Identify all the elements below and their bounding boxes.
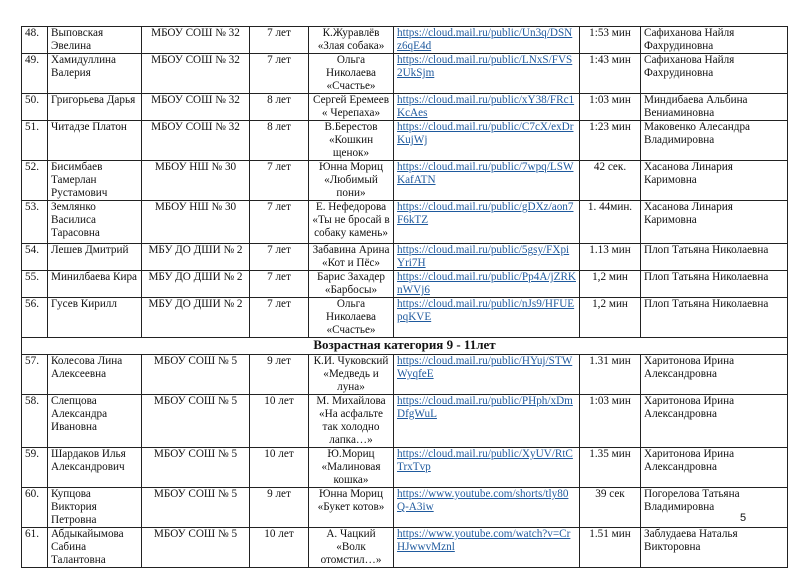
table-row [22, 27, 788, 54]
school-name: МБОУ СОШ № 5 [153, 355, 238, 367]
row-number: 56. [25, 298, 39, 310]
school-name-cell [142, 355, 250, 395]
participant-age: 8 лет [267, 121, 291, 133]
row-number: 51. [25, 121, 39, 133]
video-duration: 1,2 мин [592, 271, 628, 283]
school-name-cell [142, 54, 250, 94]
row-number: 48. [25, 27, 39, 39]
work-title: Ольга Николаева «Счастье» [326, 298, 376, 336]
video-link[interactable]: https://cloud.mail.ru/public/gDXz/aon7F6kTZ [397, 201, 574, 226]
video-link-cell [394, 488, 580, 528]
video-link-cell [394, 271, 580, 298]
participant-age-cell [250, 244, 309, 271]
video-link[interactable]: https://cloud.mail.ru/public/PHph/xDmDfgWuL [397, 395, 573, 420]
work-title: К.Журавлёв «Злая собака» [317, 27, 385, 52]
work-title-cell [309, 161, 394, 201]
video-duration-cell [580, 528, 641, 568]
work-title: Е. Нефедорова «Ты не бросай в собаку камень» [312, 201, 390, 239]
work-title-cell [309, 271, 394, 298]
work-title: А. Чацкий «Волк отомстил…» [320, 528, 382, 566]
participant-name: Бисимбаев Тамерлан Рустамович [51, 161, 108, 199]
table-row [22, 528, 788, 568]
work-title: Ю.Мориц «Малиновая кошка» [321, 448, 381, 486]
video-duration-cell [580, 244, 641, 271]
participant-age: 7 лет [267, 244, 291, 256]
participant-age-cell [250, 54, 309, 94]
participant-age-cell [250, 488, 309, 528]
teacher-name: Миндибаева Альбина Вениаминовна [644, 94, 748, 119]
table-row [22, 298, 788, 338]
teacher-name: Сафиханова Найля Фахрудиновна [644, 54, 735, 79]
participant-name: Лешев Дмитрий [51, 244, 129, 256]
school-name: МБУ ДО ДШИ № 2 [148, 271, 243, 283]
video-link[interactable]: https://www.youtube.com/watch?v=CrHJwwvMznl [397, 528, 571, 553]
video-link-cell [394, 161, 580, 201]
video-link-cell [394, 528, 580, 568]
participant-name: Выповская Эвелина [51, 27, 104, 52]
work-title-cell [309, 528, 394, 568]
teacher-name: Заблудаева Наталья Викторовна [644, 528, 738, 553]
work-title-cell [309, 244, 394, 271]
video-duration: 1.13 мин [589, 244, 631, 256]
participant-age-cell [250, 271, 309, 298]
work-title-cell [309, 27, 394, 54]
work-title: Забавина Арина «Кот и Пёс» [312, 244, 390, 269]
work-title-cell [309, 448, 394, 488]
row-number-cell [22, 298, 48, 338]
video-link[interactable]: https://cloud.mail.ru/public/Un3q/DSNz6qE4d [397, 27, 573, 52]
row-number: 61. [25, 528, 39, 540]
teacher-name: Харитонова Ирина Александровна [644, 448, 735, 473]
participant-age: 7 лет [267, 298, 291, 310]
video-link-cell [394, 121, 580, 161]
video-link-cell [394, 395, 580, 448]
video-duration-cell [580, 488, 641, 528]
participant-name-cell [48, 298, 142, 338]
video-duration-cell [580, 121, 641, 161]
school-name: МБОУ СОШ № 5 [153, 528, 238, 540]
work-title: М. Михайлова «На асфальте так холодно лапка…» [316, 395, 386, 446]
video-duration: 1.35 мин [589, 448, 631, 460]
table-row [22, 121, 788, 161]
row-number: 60. [25, 488, 39, 500]
row-number: 53. [25, 201, 39, 213]
teacher-name: Плоп Татьяна Николаевна [644, 271, 769, 283]
teacher-name: Хасанова Линария Каримовна [644, 161, 733, 186]
video-link-cell [394, 94, 580, 121]
participant-age: 7 лет [267, 27, 291, 39]
table-row [22, 244, 788, 271]
video-duration-cell [580, 355, 641, 395]
participant-name-cell [48, 94, 142, 121]
teacher-name: Маковенко Алесандра Владимировна [644, 121, 751, 146]
school-name-cell [142, 395, 250, 448]
video-link[interactable]: https://cloud.mail.ru/public/Pp4A/jZRKnWVj6 [397, 271, 576, 296]
participant-name: Хамидуллина Валерия [51, 54, 117, 79]
participant-age-cell [250, 201, 309, 244]
video-duration-cell [580, 27, 641, 54]
row-number-cell [22, 94, 48, 121]
participant-age-cell [250, 395, 309, 448]
row-number: 52. [25, 161, 39, 173]
teacher-name-cell [641, 271, 788, 298]
work-title-cell [309, 54, 394, 94]
participant-age: 9 лет [267, 355, 291, 367]
school-name: МБОУ СОШ № 32 [151, 121, 240, 133]
teacher-name: Плоп Татьяна Николаевна [644, 298, 769, 310]
video-duration-cell [580, 201, 641, 244]
participant-age: 9 лет [267, 488, 291, 500]
participant-name: Абдыкайымова Сабина Талантовна [51, 528, 124, 566]
teacher-name: Плоп Татьяна Николаевна [644, 244, 769, 256]
video-duration: 42 сек. [593, 161, 627, 173]
table-row [22, 355, 788, 395]
school-name-cell [142, 488, 250, 528]
video-duration-cell [580, 54, 641, 94]
school-name: МБОУ СОШ № 5 [153, 488, 238, 500]
page-number: 5 [740, 512, 747, 524]
table-row [22, 54, 788, 94]
participant-age-cell [250, 121, 309, 161]
participant-name-cell [48, 161, 142, 201]
school-name: МБОУ СОШ № 5 [153, 448, 238, 460]
participant-age-cell [250, 528, 309, 568]
participant-age-cell [250, 94, 309, 121]
work-title-cell [309, 94, 394, 121]
participant-age-cell [250, 355, 309, 395]
work-title: Юнна Мориц «Букет котов» [317, 488, 385, 513]
work-title: Сергей Еремеев « Черепаха» [312, 94, 390, 119]
table-row [22, 395, 788, 448]
video-link[interactable]: https://cloud.mail.ru/public/C7cX/exDrKujWj [397, 121, 574, 146]
teacher-name-cell [641, 121, 788, 161]
teacher-name-cell [641, 488, 788, 528]
participant-name: Колесова Лина Алексеевна [51, 355, 123, 380]
video-link[interactable]: https://cloud.mail.ru/public/xY38/FRc1KcAes [397, 94, 575, 119]
participants-table [21, 26, 788, 568]
school-name-cell [142, 271, 250, 298]
school-name-cell [142, 27, 250, 54]
video-duration-cell [580, 271, 641, 298]
work-title: Ольга Николаева «Счастье» [326, 54, 376, 92]
row-number: 55. [25, 271, 39, 283]
table-row [22, 201, 788, 244]
participant-name-cell [48, 395, 142, 448]
participant-name-cell [48, 244, 142, 271]
video-link-cell [394, 54, 580, 94]
participant-age-cell [250, 448, 309, 488]
teacher-name-cell [641, 298, 788, 338]
participant-name: Купцова Виктория Петровна [51, 488, 97, 526]
work-title: Барис Захадер «Барбосы» [317, 271, 385, 296]
participant-name: Шардаков Илья Александрович [51, 448, 126, 473]
participant-age: 7 лет [267, 54, 291, 66]
video-link-cell [394, 355, 580, 395]
teacher-name-cell [641, 94, 788, 121]
age-category-label: Возрастная категория 9 - 11лет [22, 338, 788, 355]
participant-name-cell [48, 27, 142, 54]
row-number: 50. [25, 94, 39, 106]
video-duration: 1.51 мин [589, 528, 631, 540]
table-row [22, 488, 788, 528]
school-name-cell [142, 448, 250, 488]
row-number-cell [22, 395, 48, 448]
participant-age: 10 лет [264, 448, 294, 460]
participant-age-cell [250, 161, 309, 201]
participant-name: Минилбаева Кира [51, 271, 138, 283]
work-title-cell [309, 121, 394, 161]
participant-name-cell [48, 448, 142, 488]
table-row [22, 94, 788, 121]
row-number: 59. [25, 448, 39, 460]
participant-name: Землянко Василиса Тарасовна [51, 201, 100, 239]
video-link[interactable]: https://cloud.mail.ru/public/5gsy/FXpiYri7H [397, 244, 570, 269]
work-title: Юнна Мориц «Любимый пони» [318, 161, 384, 199]
video-link-cell [394, 27, 580, 54]
video-link[interactable]: https://cloud.mail.ru/public/XyUV/RtCTrxTvp [397, 448, 573, 473]
school-name: МБОУ СОШ № 5 [153, 395, 238, 407]
row-number-cell [22, 244, 48, 271]
school-name-cell [142, 244, 250, 271]
video-duration: 1:03 мин [589, 395, 631, 407]
video-duration: 39 сек [595, 488, 625, 500]
participant-age: 7 лет [267, 271, 291, 283]
participant-name-cell [48, 201, 142, 244]
video-link[interactable]: https://cloud.mail.ru/public/7wpq/LSWKafATN [397, 161, 574, 186]
participant-name: Гусев Кирилл [51, 298, 117, 310]
video-duration: 1.31 мин [589, 355, 631, 367]
school-name: МБОУ СОШ № 32 [151, 27, 240, 39]
row-number-cell [22, 448, 48, 488]
participant-name-cell [48, 121, 142, 161]
row-number: 54. [25, 244, 39, 256]
video-duration: 1:43 мин [589, 54, 631, 66]
school-name-cell [142, 94, 250, 121]
work-title-cell [309, 298, 394, 338]
row-number-cell [22, 161, 48, 201]
school-name-cell [142, 528, 250, 568]
video-duration: 1:23 мин [589, 121, 631, 133]
work-title: К.И. Чуковский «Медведь и луна» [313, 355, 389, 393]
school-name: МБУ ДО ДШИ № 2 [148, 244, 243, 256]
teacher-name-cell [641, 448, 788, 488]
teacher-name-cell [641, 395, 788, 448]
row-number-cell [22, 54, 48, 94]
participant-age: 7 лет [267, 161, 291, 173]
video-duration-cell [580, 298, 641, 338]
video-link-cell [394, 201, 580, 244]
work-title-cell [309, 355, 394, 395]
participant-name-cell [48, 488, 142, 528]
work-title-cell [309, 488, 394, 528]
teacher-name: Сафиханова Найля Фахрудиновна [644, 27, 735, 52]
teacher-name: Харитонова Ирина Александровна [644, 395, 735, 420]
table-body [22, 27, 788, 568]
teacher-name: Погорелова Татьяна Владимировна [644, 488, 740, 513]
teacher-name-cell [641, 27, 788, 54]
video-duration-cell [580, 395, 641, 448]
work-title-cell [309, 201, 394, 244]
row-number-cell [22, 201, 48, 244]
participant-name: Григорьева Дарья [51, 94, 136, 106]
video-duration: 1,2 мин [592, 298, 628, 310]
participant-age: 8 лет [267, 94, 291, 106]
school-name-cell [142, 201, 250, 244]
video-link[interactable]: https://cloud.mail.ru/public/LNxS/FVS2UkSjm [397, 54, 573, 79]
participant-age: 10 лет [264, 528, 294, 540]
row-number: 49. [25, 54, 39, 66]
teacher-name-cell [641, 244, 788, 271]
teacher-name-cell [641, 201, 788, 244]
school-name: МБОУ НШ № 30 [154, 161, 237, 173]
row-number-cell [22, 27, 48, 54]
participant-name-cell [48, 54, 142, 94]
row-number-cell [22, 121, 48, 161]
school-name-cell [142, 121, 250, 161]
video-duration-cell [580, 161, 641, 201]
teacher-name: Хасанова Линария Каримовна [644, 201, 733, 226]
school-name: МБУ ДО ДШИ № 2 [148, 298, 243, 310]
row-number-cell [22, 528, 48, 568]
video-link-cell [394, 244, 580, 271]
table-row [22, 271, 788, 298]
video-link[interactable]: https://cloud.mail.ru/public/HYuj/STWWyqfeE [397, 355, 573, 380]
participant-name-cell [48, 528, 142, 568]
participant-age: 7 лет [267, 201, 291, 213]
teacher-name-cell [641, 528, 788, 568]
teacher-name-cell [641, 355, 788, 395]
participant-age-cell [250, 27, 309, 54]
video-duration: 1:03 мин [589, 94, 631, 106]
table-row [22, 448, 788, 488]
school-name: МБОУ НШ № 30 [154, 201, 237, 213]
video-link[interactable]: https://cloud.mail.ru/public/nJs9/HFUEpqKVE [397, 298, 575, 323]
age-category-row [22, 338, 788, 355]
participant-name: Слепцова Александра Ивановна [51, 395, 108, 433]
video-link[interactable]: https://www.youtube.com/shorts/tly80Q-A3iw [397, 488, 569, 513]
video-duration: 1:53 мин [589, 27, 631, 39]
teacher-name-cell [641, 161, 788, 201]
video-duration-cell [580, 448, 641, 488]
row-number-cell [22, 271, 48, 298]
school-name-cell [142, 161, 250, 201]
participant-age-cell [250, 298, 309, 338]
video-link-cell [394, 298, 580, 338]
row-number-cell [22, 488, 48, 528]
school-name: МБОУ СОШ № 32 [151, 54, 240, 66]
row-number: 58. [25, 395, 39, 407]
row-number: 57. [25, 355, 39, 367]
school-name-cell [142, 298, 250, 338]
video-duration-cell [580, 94, 641, 121]
participant-name-cell [48, 271, 142, 298]
school-name: МБОУ СОШ № 32 [151, 94, 240, 106]
teacher-name-cell [641, 54, 788, 94]
row-number-cell [22, 355, 48, 395]
participant-name-cell [48, 355, 142, 395]
work-title-cell [309, 395, 394, 448]
table-row [22, 161, 788, 201]
video-link-cell [394, 448, 580, 488]
video-duration: 1. 44мин. [587, 201, 633, 213]
participant-age: 10 лет [264, 395, 294, 407]
teacher-name: Харитонова Ирина Александровна [644, 355, 735, 380]
work-title: В.Берестов «Кошкин щенок» [324, 121, 378, 159]
participant-name: Читадзе Платон [51, 121, 127, 133]
